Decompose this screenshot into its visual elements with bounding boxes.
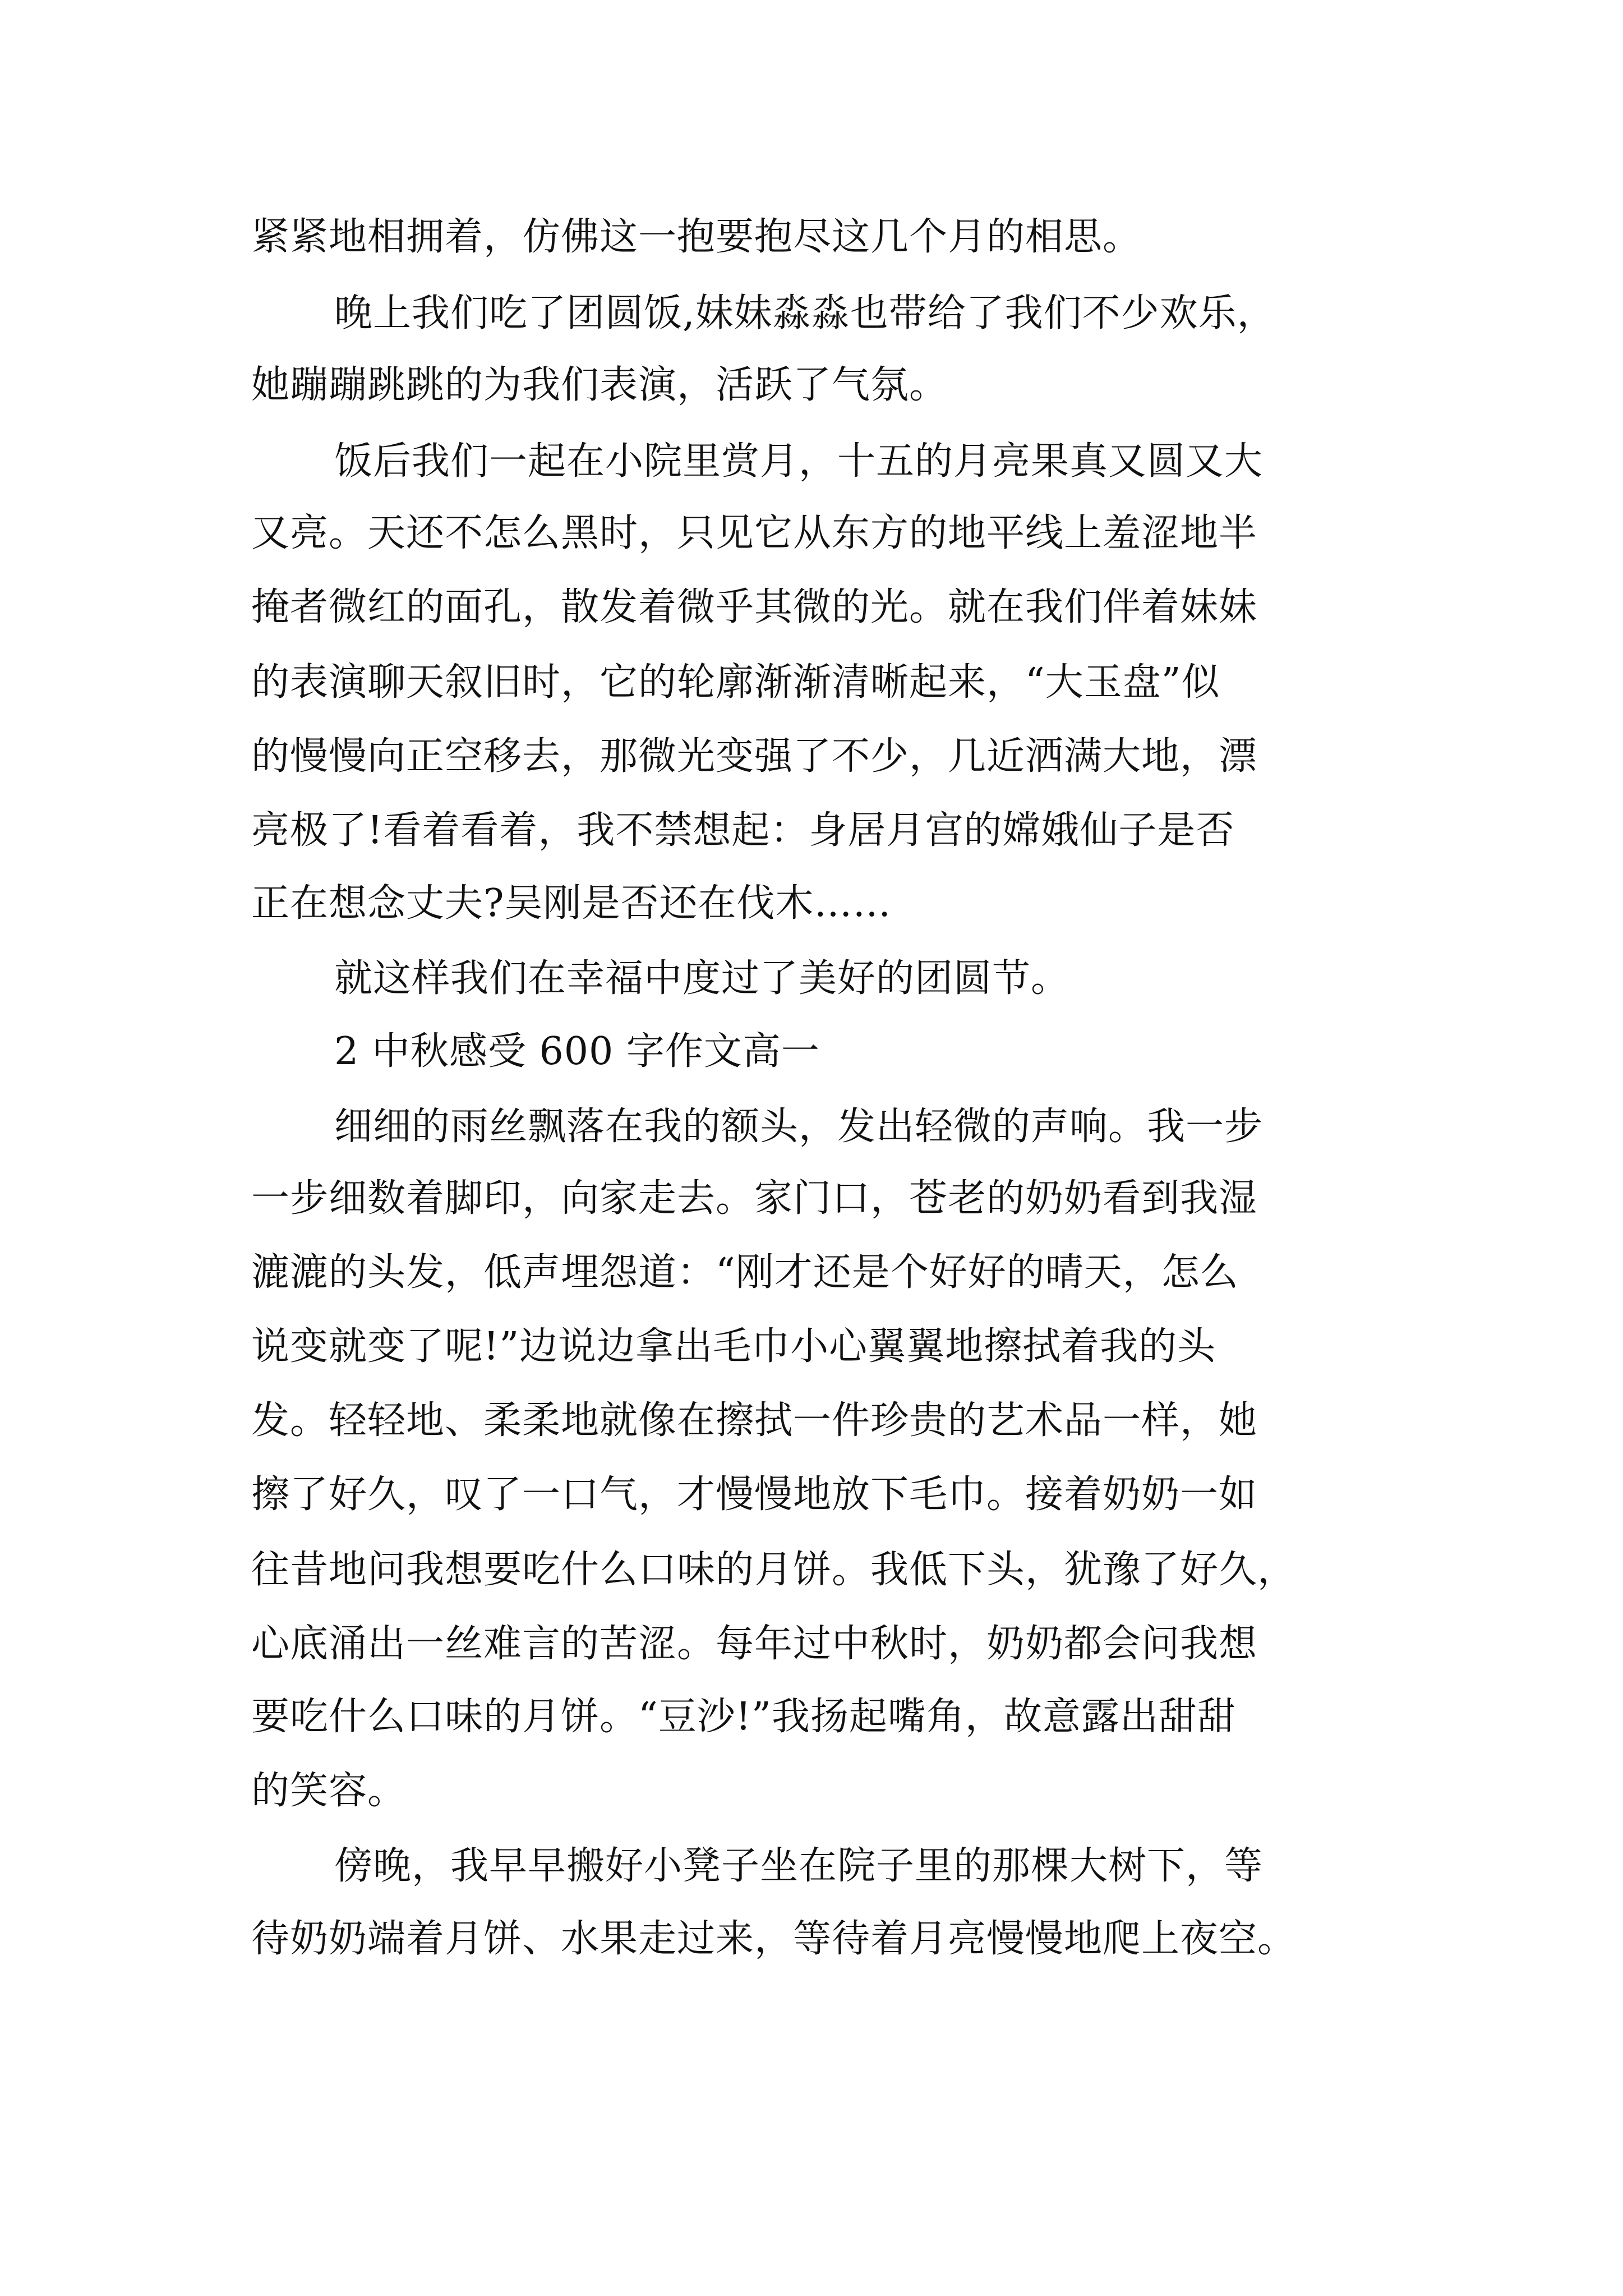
section-heading: 2 中秋感受 600 字作文高一 <box>334 1029 820 1074</box>
paragraph-first-line: 饭后我们一起在小院里赏月，十五的月亮果真又圆又大 <box>334 439 1264 484</box>
text-line: 亮极了!看着看着，我不禁想起：身居月宫的嫦娥仙子是否 <box>251 808 1235 853</box>
text-line: 要吃什么口味的月饼。“豆沙!”我扬起嘴角，故意露出甜甜 <box>251 1695 1236 1739</box>
paragraph-first-line: 晚上我们吃了团圆饭,妹妹淼淼也带给了我们不少欢乐， <box>334 291 1276 335</box>
text-line: 往昔地问我想要吃什么口味的月饼。我低下头，犹豫了好久， <box>251 1548 1297 1592</box>
text-line: 她蹦蹦跳跳的为我们表演，活跃了气氛。 <box>251 363 948 407</box>
text-line: 擦了好久，叹了一口气，才慢慢地放下毛巾。接着奶奶一如 <box>251 1473 1258 1517</box>
text-line: 的表演聊天叙旧时，它的轮廓渐渐清晰起来，“大玉盘”似 <box>251 660 1220 705</box>
text-line: 的笑容。 <box>251 1769 407 1813</box>
text-line: 心底涌出一丝难言的苦涩。每年过中秋时，奶奶都会问我想 <box>251 1622 1258 1666</box>
paragraph-first-line: 细细的雨丝飘落在我的额头，发出轻微的声响。我一步 <box>334 1105 1264 1149</box>
paragraph-first-line: 傍晚，我早早搬好小凳子坐在院子里的那棵大树下，等 <box>334 1844 1264 1888</box>
text-line: 一步细数着脚印，向家走去。家门口，苍老的奶奶看到我湿 <box>251 1176 1258 1221</box>
text-line: 说变就变了呢!”边说边拿出毛巾小心翼翼地擦拭着我的头 <box>251 1324 1216 1369</box>
text-line: 紧紧地相拥着，仿佛这一抱要抱尽这几个月的相思。 <box>251 215 1142 259</box>
text-line: 又亮。天还不怎么黑时，只见它从东方的地平线上羞涩地半 <box>251 511 1258 555</box>
text-line: 掩者微红的面孔，散发着微乎其微的光。就在我们伴着妹妹 <box>251 585 1258 629</box>
text-line: 漉漉的头发，低声埋怨道：“刚才还是个好好的晴天，怎么 <box>251 1250 1239 1295</box>
text-line: 发。轻轻地、柔柔地就像在擦拭一件珍贵的艺术品一样，她 <box>251 1398 1258 1443</box>
paragraph-first-line: 就这样我们在幸福中度过了美好的团圆节。 <box>334 956 1070 1001</box>
text-line: 待奶奶端着月饼、水果走过来，等待着月亮慢慢地爬上夜空。 <box>251 1917 1297 1961</box>
text-line: 的慢慢向正空移去，那微光变强了不少，几近洒满大地，漂 <box>251 734 1258 779</box>
text-line: 正在想念丈夫?吴刚是否还在伐木…… <box>251 881 892 926</box>
